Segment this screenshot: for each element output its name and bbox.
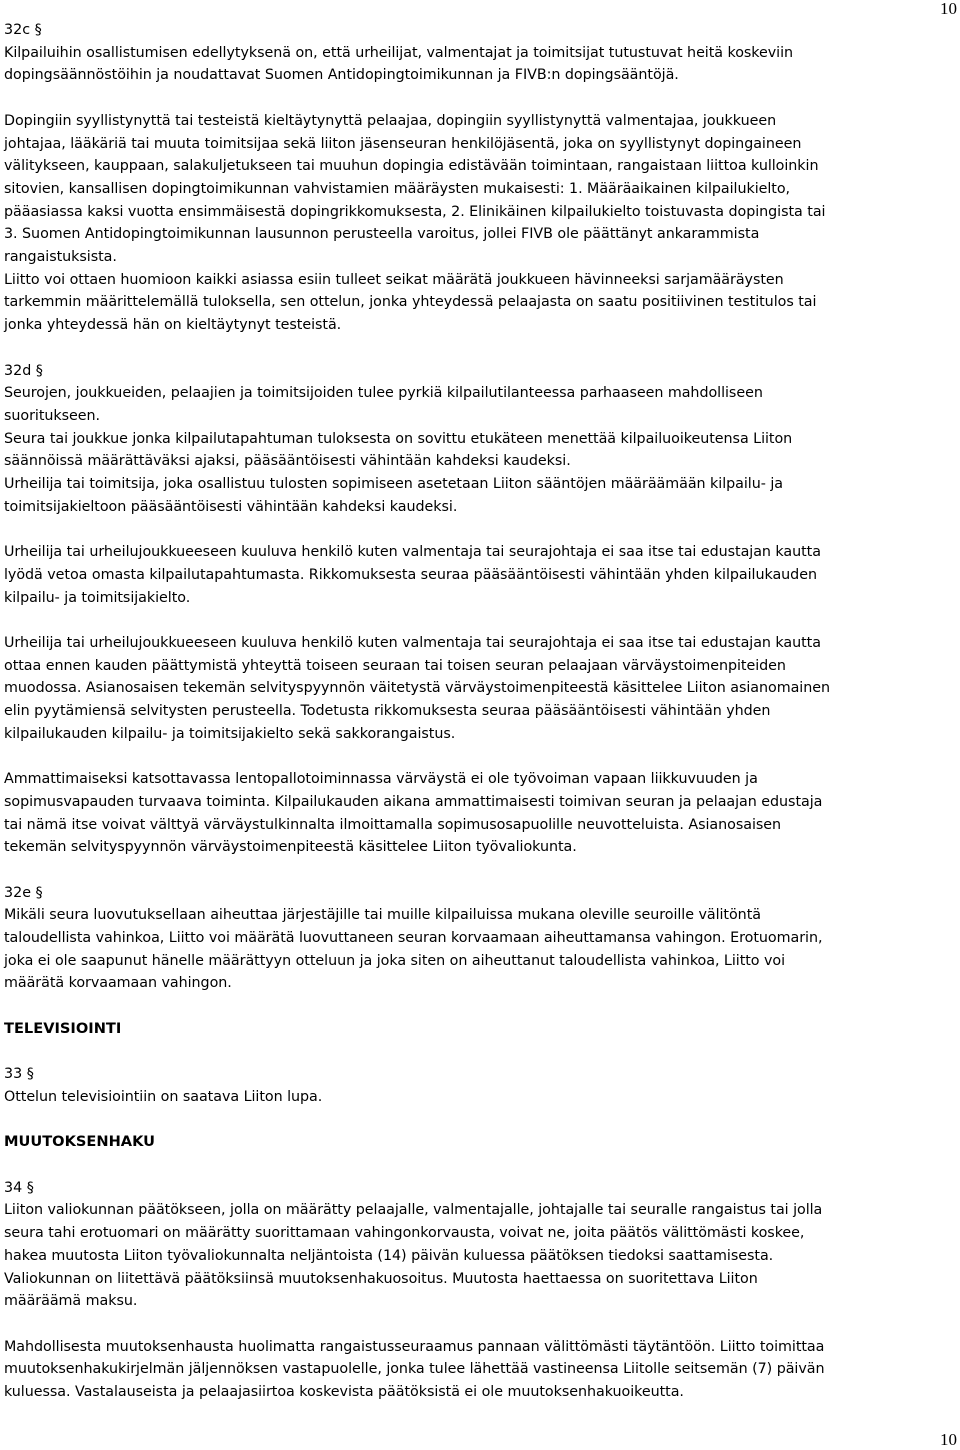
text-line: dopingsäännöstöihin ja noudattavat Suomen Antidopingtoimikunnan ja FIVB:n dopingsääntöjä. — [4, 67, 679, 84]
text-line: määräämä maksu. — [4, 1293, 138, 1310]
text-line: ottaa ennen kauden päättymistä yhteyttä toiseen seuraan tai toisen seuran pelaajaan värväystoimenpiteiden — [4, 657, 786, 674]
paragraph — [4, 110, 952, 269]
text-line: tarkemmin määrittelemällä tuloksella, sen ottelun, jonka yhteydessä pelaajasta on saatu positiivinen testitulos tai — [4, 294, 817, 311]
text-line: kilpailukauden kilpailu- ja toimitsijakielto sekä sakkorangaistus. — [4, 725, 456, 742]
section-heading: MUUTOKSENHAKU — [4, 1133, 155, 1151]
text-line: sitovien, kansallisen dopingtoimikunnan vahvistamien määräysten mukaisesti: 1. Määräaikainen kilpailukielto, — [4, 180, 791, 197]
section-heading: TELEVISIOINTI — [4, 1019, 122, 1037]
text-line: Ottelun televisiointiin on saatava Liiton lupa. — [4, 1088, 323, 1105]
text-line: muodossa. Asianosaisen tekemän selvityspyynnön väitetystä värväystoimenpiteestä käsittelee Liiton asianomainen — [4, 680, 830, 697]
text-line: muutoksenhakukirjelmän jäljennöksen vastapuolelle, jonka tulee lähettää vastineensa Liitolle seitsemän (7) päivän — [4, 1361, 825, 1378]
text-line: Valiokunnan on liitettävä päätöksiinsä muutoksenhakuosoitus. Muutosta haettaessa on suoritettava Liiton — [4, 1270, 758, 1287]
text-line: Liitto voi ottaen huomioon kaikki asiassa esiin tulleet seikat määrätä joukkueen hävinneeksi sarjamääräysten — [4, 271, 784, 288]
paragraph — [4, 428, 952, 473]
text-line: joka ei ole saapunut hänelle määrättyyn otteluun ja joka siten on aiheuttanut taloudellista vahinkoa, Liitto voi — [4, 952, 786, 969]
text-line: Dopingiin syyllistynyttä tai testeistä kieltäytynyttä pelaajaa, dopingiin syyllistynyttä valmentajaa, joukkueen — [4, 112, 777, 129]
paragraph — [4, 768, 952, 859]
section-marker-33: 33 § — [4, 1066, 34, 1083]
text-line: sopimusvapauden turvaava toiminta. Kilpailukauden aikana ammattimaisesti toimivan seuran ja pelaajan edustaja — [4, 793, 823, 810]
text-line: Urheilija tai urheilujoukkueeseen kuuluva henkilö kuten valmentaja tai seurajohtaja ei saa itse tai edustajan kautta — [4, 544, 821, 561]
paragraph — [4, 541, 952, 609]
text-line: taloudellista vahinkoa, Liitto voi määrätä luovuttaneen seuran korvaamaan aiheuttamansa vahingon. Erotuomarin, — [4, 930, 823, 947]
paragraph — [4, 269, 952, 337]
text-line: lyödä vetoa omasta kilpailutapahtumasta. Rikkomuksesta seuraa pääsääntöisesti vähintään yhden kilpailukauden — [4, 566, 817, 583]
text-line: suoritukseen. — [4, 407, 101, 424]
text-line: johtajaa, lääkäriä tai muuta toimitsijaa sekä liiton jäsenseuran henkilöjäsentä, joka on syyllistynyt dopingaineen — [4, 135, 802, 152]
paragraph — [4, 382, 952, 427]
text-line: Liiton valiokunnan päätökseen, jolla on määrätty pelaajalle, valmentajalle, johtajalle tai seuralle rangaistus tai jolla — [4, 1202, 823, 1219]
text-line: tai nämä itse voivat välttyä värväystulkinnalta ilmoittamalla sopimusosapuolille neuvotteluista. Asianosaisen — [4, 816, 782, 833]
section-marker-34: 34 § — [4, 1179, 34, 1196]
text-line: Urheilija tai toimitsija, joka osallistuu tulosten sopimiseen asetetaan Liiton sääntöjen määräämään kilpailu- ja — [4, 476, 783, 493]
paragraph — [4, 1336, 952, 1404]
text-line: Kilpailuihin osallistumisen edellytyksenä on, että urheilijat, valmentajat ja toimitsijat tutustuvat heitä koskeviin — [4, 44, 794, 61]
paragraph — [4, 473, 952, 518]
section-televisiointi — [4, 1018, 952, 1109]
text-line: Ammattimaiseksi katsottavassa lentopallotoiminnassa värväystä ei ole työvoiman vapaan liikkuvuuden ja — [4, 771, 758, 788]
section-32d — [4, 360, 952, 859]
text-line: Seura tai joukkue jonka kilpailutapahtuman tuloksesta on sovittu etukäteen menettää kilpailuoikeutensa Liiton — [4, 430, 793, 447]
text-line: hakea muutosta Liiton työvaliokunnalta neljäntoista (14) päivän kuluessa päätöksen tiedoksi saattamisesta. — [4, 1247, 774, 1264]
text-line: toimitsijakieltoon pääsääntöisesti vähintään kahdeksi kaudeksi. — [4, 498, 458, 515]
text-line: 3. Suomen Antidopingtoimikunnan lausunnon perusteella varoitus, jollei FIVB ole päättänyt ankarammista — [4, 226, 760, 243]
paragraph — [4, 42, 952, 87]
text-line: Seurojen, joukkueiden, pelaajien ja toimitsijoiden tulee pyrkiä kilpailutilanteessa parhaaseen mahdolliseen — [4, 385, 763, 402]
section-marker-32d: 32d § — [4, 362, 43, 379]
page-number-top: 10 — [940, 0, 957, 18]
text-line: määrätä korvaamaan vahingon. — [4, 975, 232, 992]
text-line: kuluessa. Vastalauseista ja pelaajasiirtoa koskevista päätöksistä ei ole muutoksenhakuoikeutta. — [4, 1384, 684, 1401]
section-32e — [4, 882, 952, 996]
section-marker-32e: 32e § — [4, 884, 43, 901]
paragraph — [4, 1086, 952, 1109]
text-line: säännöissä määrättäväksi ajaksi, pääsääntöisesti vähintään kahdeksi kaudeksi. — [4, 453, 571, 470]
text-line: Urheilija tai urheilujoukkueeseen kuuluva henkilö kuten valmentaja tai seurajohtaja ei saa itse tai edustajan kautta — [4, 634, 821, 651]
section-32c — [4, 19, 952, 337]
section-muutoksenhaku — [4, 1131, 952, 1403]
text-line: Mikäli seura luovutuksellaan aiheuttaa järjestäjille tai muille kilpailuissa mukana oleville seuroille välitöntä — [4, 907, 761, 924]
paragraph — [4, 632, 952, 746]
text-line: välitykseen, kauppaan, salakuljetukseen tai muuhun dopingia edistävään toimintaan, rangaistaan liittoa kulloinkin — [4, 158, 819, 175]
text-line: tekemän selvityspyynnön värväystoimenpiteestä käsittelee Liiton työvaliokunta. — [4, 839, 577, 856]
text-line: Mahdollisesta muutoksenhausta huolimatta rangaistusseuraamus pannaan välittömästi täytäntöön. Liitto toimittaa — [4, 1338, 825, 1355]
paragraph — [4, 1199, 952, 1313]
paragraph — [4, 904, 952, 995]
text-line: rangaistuksista. — [4, 249, 117, 266]
section-marker-32c: 32c § — [4, 22, 42, 38]
text-line: kilpailu- ja toimitsijakielto. — [4, 589, 191, 606]
text-line: seura tahi erotuomari on määrätty suorittamaan vahingonkorvausta, voivat ne, joita päätös välittömästi koskee, — [4, 1225, 805, 1242]
document-body — [4, 19, 952, 1404]
text-line: pääasiassa kaksi vuotta ensimmäisestä dopingrikkomuksesta, 2. Elinikäinen kilpailukielto toistuvasta dopingista tai — [4, 203, 826, 220]
page-number-bottom: 10 — [940, 1430, 957, 1449]
text-line: elin pyytämiensä selvitysten perusteella. Todetusta rikkomuksesta seuraa pääsääntöisesti vähintään yhden — [4, 703, 771, 720]
text-line: jonka yhteydessä hän on kieltäytynyt testeistä. — [4, 317, 342, 334]
